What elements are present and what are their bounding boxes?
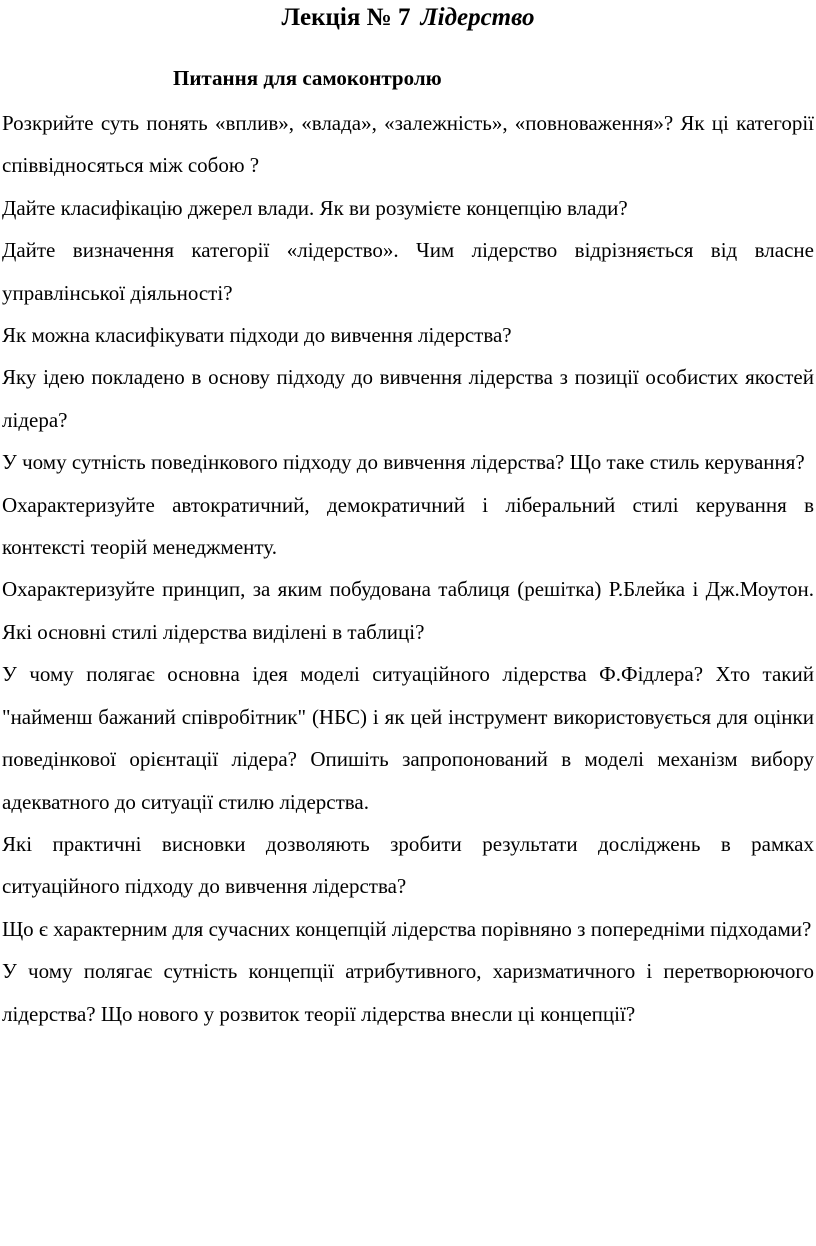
question-item: Розкрийте суть понять «вплив», «влада», «залежність», «повноваження»? Як ці категорії співвідносяться між собою ? bbox=[2, 111, 814, 178]
question-item: Які практичні висновки дозволяють зробити результати досліджень в рамках ситуаційного підходу до вивчення лідерства? bbox=[2, 831, 814, 899]
lecture-number: Лекція № 7 bbox=[281, 4, 411, 31]
question-item: У чому полягає сутність концепції атрибутивного, харизматичного і перетворюючого лідерства? Що нового у розвиток теорії лідерства внесли ці концепції? bbox=[2, 959, 814, 1026]
question-item: Охарактеризуйте автократичний, демократичний і ліберальний стилі керування в контексті теорій менеджменту. bbox=[2, 492, 814, 560]
question-item: У чому сутність поведінкового підходу до вивчення лідерства? Що таке стиль керування? bbox=[2, 450, 805, 475]
question-list bbox=[2, 102, 814, 1035]
lecture-title bbox=[0, 2, 816, 34]
question-item: Дайте класифікацію джерел влади. Як ви розумієте концепцію влади? bbox=[2, 195, 628, 220]
lecture-topic: Лідерство bbox=[420, 4, 535, 31]
question-item: Дайте визначення категорії «лідерство». Чим лідерство відрізняється від власне управлінської діяльності? bbox=[2, 238, 814, 305]
section-heading: Питання для самоконтролю bbox=[173, 66, 442, 90]
question-item: Охарактеризуйте принцип, за яким побудована таблиця (решітка) Р.Блейка і Дж.Моутон. Які основні стилі лідерства виділені в таблиці? bbox=[2, 577, 814, 644]
question-item: Як можна класифікувати підходи до вивчення лідерства? bbox=[2, 323, 512, 348]
question-item: Яку ідею покладено в основу підходу до вивчення лідерства з позиції особистих якостей лідера? bbox=[2, 365, 814, 432]
question-item: У чому полягає основна ідея моделі ситуаційного лідерства Ф.Фідлера? Хто такий "найменш бажаний співробітник" (НБС) і як цей інструмент використовується для оцінки поведінкової орієнтації лідера? Опишіть запропонований в моделі механізм вибору адекватного до ситуації стилю лідерства. bbox=[2, 662, 814, 814]
question-item: Що є характерним для сучасних концепцій лідерства порівняно з попередніми підходами? bbox=[2, 916, 812, 941]
